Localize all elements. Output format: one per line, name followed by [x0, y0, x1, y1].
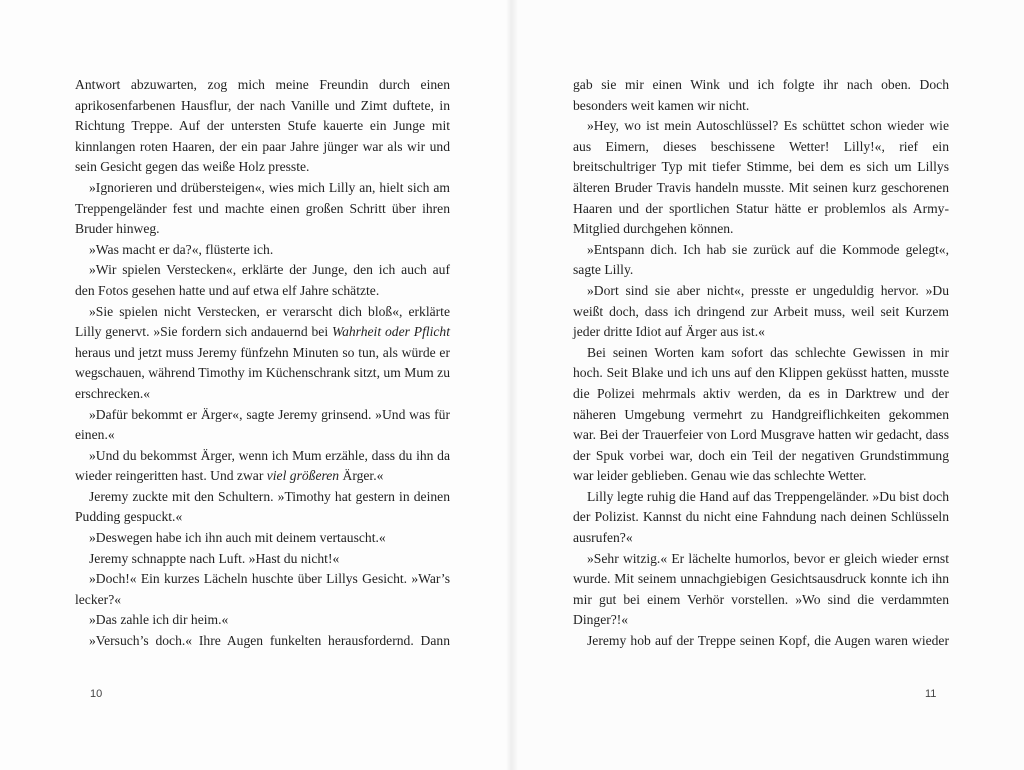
paragraph: »Dort sind sie aber nicht«, presste er ungeduldig hervor. »Du weißt doch, dass ich dringend zur Arbeit muss, weil seit Kurzem jeder dritte Idiot auf Ärger aus ist.«: [573, 282, 949, 340]
paragraph: »Versuch’s doch.« Ihre Augen funkelten herausfordernd. Dann: [89, 633, 450, 649]
paragraph: gab sie mir einen Wink und ich folgte ihr nach oben. Doch besonders weit kamen wir nicht.: [573, 77, 949, 113]
paragraph: »Dafür bekommt er Ärger«, sagte Jeremy grinsend. »Und was für einen.«: [75, 406, 450, 443]
paragraph: Jeremy schnappte nach Luft. »Hast du nicht!«: [89, 550, 340, 566]
paragraph: »Ignorieren und drübersteigen«, wies mich Lilly an, hielt sich am Treppengeländer fest und machte einen großen Schritt über ihren Bruder hinweg.: [75, 179, 450, 237]
paragraph: Jeremy zuckte mit den Schultern. »Timothy hat gestern in deinen Pudding gespuckt.«: [75, 488, 450, 525]
paragraph: »Entspann dich. Ich hab sie zurück auf die Kommode gelegt«, sagte Lilly.: [573, 241, 949, 278]
page-number: 11: [925, 688, 937, 700]
paragraph: »Sie spielen nicht Verstecken, er verarscht dich bloß«, erklärte Lilly genervt. »Sie fordern sich andauernd bei Wahrheit oder Pflicht heraus und jetzt muss Jeremy fünfzehn Minuten so tun, als würde er wegschauen, während Timothy im Küchenschrank sitzt, um Mum zu erschrecken.«: [75, 303, 451, 401]
page-number: 10: [90, 688, 103, 700]
paragraph: Antwort abzuwarten, zog mich meine Freundin durch einen aprikosenfarbenen Hausflur, der nach Vanille und Zimt duftete, in Richtung Treppe. Auf der untersten Stufe kauerte ein Junge mit kinnlangen roten Haaren, der ein paar Jahre jünger war als wir und sein Gesicht gegen das weiße Holz presste.: [75, 77, 450, 175]
emphasis: viel größeren: [266, 468, 340, 484]
right-page-text: [573, 75, 949, 652]
paragraph: »Und du bekommst Ärger, wenn ich Mum erzähle, dass du ihn da wieder reingeritten hast. Und zwar viel größeren Ärger.«: [75, 447, 450, 484]
paragraph: »Sehr witzig.« Er lächelte humorlos, bevor er gleich wieder ernst wurde. Mit seinem unnachgiebigen Gesichtsausdruck konnte ich ihn mir gut bei einem Verhör vorstellen. »Wo sind die verdammten Dinger?!«: [573, 550, 949, 628]
paragraph: »Wir spielen Verstecken«, erklärte der Junge, den ich auch auf den Fotos gesehen hatte und auf etwa elf Jahre schätzte.: [75, 262, 450, 298]
paragraph: Jeremy hob auf der Treppe seinen Kopf, die Augen waren wieder: [587, 633, 949, 649]
paragraph: »Hey, wo ist mein Autoschlüssel? Es schüttet schon wieder wie aus Eimern, dieses beschissene Wetter! Lilly!«, rief ein breitschultriger Typ mit tiefer Stimme, bei dem es sich um Lillys älteren Bruder Travis handeln musste. Mit seinen kurz geschorenen Haaren und der sportlichen Statur hätte er problemlos als Army-Mitglied durchgehen können.: [573, 118, 949, 237]
paragraph: »Doch!« Ein kurzes Lächeln huschte über Lillys Gesicht. »War’s lecker?«: [75, 571, 450, 607]
paragraph: »Deswegen habe ich ihn auch mit deinem vertauscht.«: [89, 530, 386, 546]
paragraph: »Das zahle ich dir heim.«: [89, 612, 229, 628]
left-page-text: [75, 75, 450, 652]
paragraph: »Was macht er da?«, flüsterte ich.: [89, 241, 274, 257]
right-page: [512, 0, 1024, 770]
paragraph: Lilly legte ruhig die Hand auf das Treppengeländer. »Du bist doch der Polizist. Kannst du nicht eine Fahndung nach deinen Schlüsseln ausrufen?«: [573, 488, 949, 546]
emphasis: Wahrheit oder Pflicht: [332, 324, 451, 340]
paragraph: Bei seinen Worten kam sofort das schlechte Gewissen in mir hoch. Seit Blake und ich uns auf den Klippen geküsst hatten, musste die Polizei mehrmals aktiv werden, da es in Darktrew und der näheren Umgebung vermehrt zu Handgreiflichkeiten gekommen war. Bei der Trauerfeier von Lord Musgrave hatten wir gedacht, dass der Spuk vorbei war, doch ein Teil der negativen Grundstimmung war leider geblieben. Genau wie das schlechte Wetter.: [573, 344, 949, 484]
